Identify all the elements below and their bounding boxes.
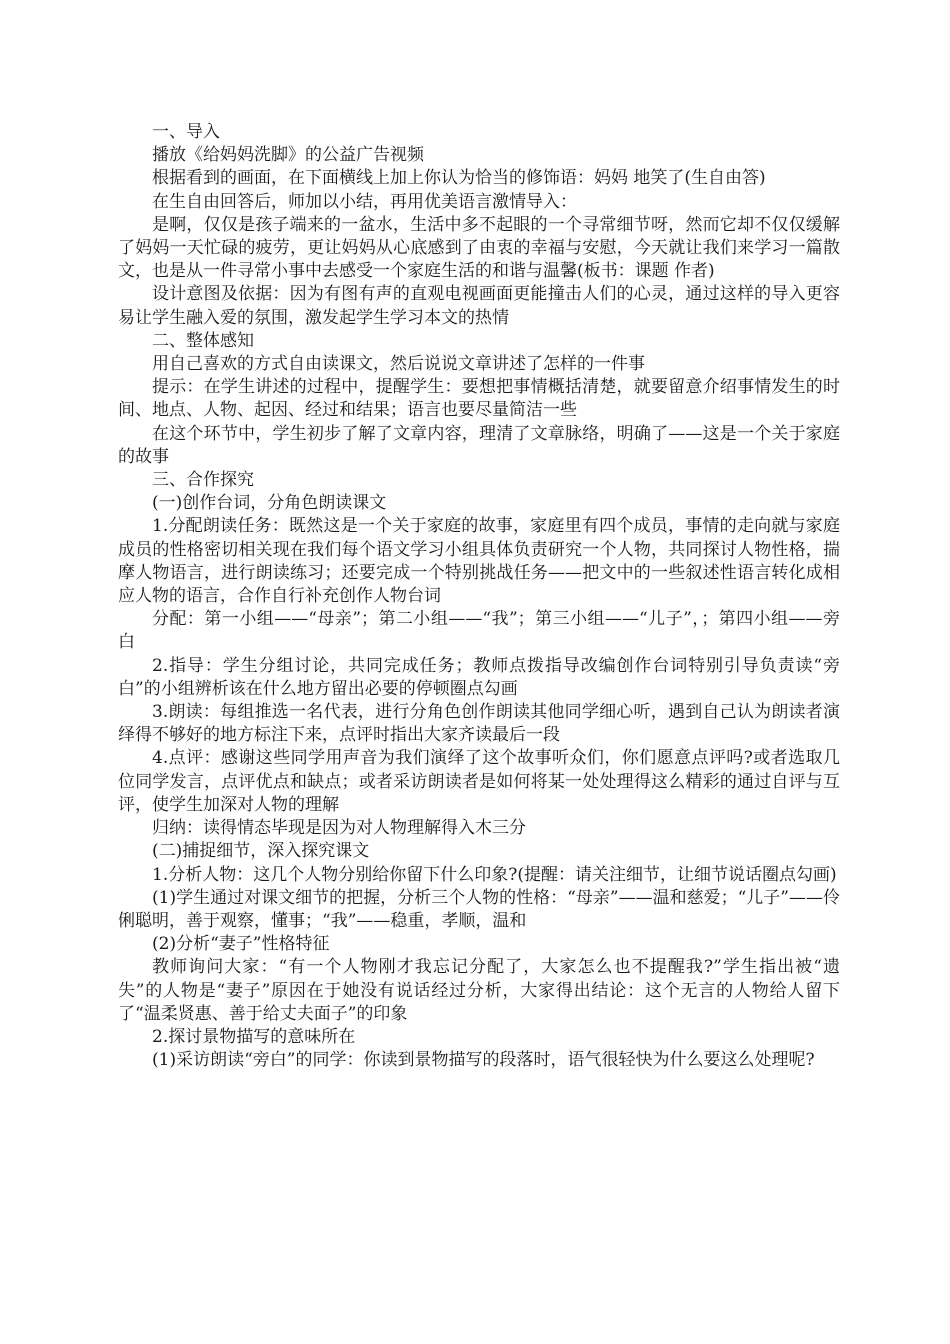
paragraph: 1.分配朗读任务：既然这是一个关于家庭的故事，家庭里有四个成员，事情的走向就与家庭成员的性格密切相关现在我们每个语文学习小组具体负责研究一个人物，共同探讨人物性格，揣摩人物语言，进行朗读练习；还要完成一个特别挑战任务——把文中的一些叙述性语言转化成相应人物的语言，合作自行补充创作人物台词 <box>118 516 840 607</box>
paragraph: 用自己喜欢的方式自由读课文，然后说说文章讲述了怎样的一件事 <box>152 354 645 375</box>
heading-overview: 二、整体感知 <box>152 330 254 351</box>
paragraph: 教师询问大家：“有一个人物刚才我忘记分配了，大家怎么也不提醒我?”学生指出被“遗失”的人物是“妻子”原因在于她没有说话经过分析，大家得出结论：这个无言的人物给人留下了“温柔贤惠、善于给丈夫面子”的印象 <box>118 957 840 1024</box>
paragraph: (2)分析“妻子”性格特征 <box>152 934 330 955</box>
paragraph: 2.探讨景物描写的意味所在 <box>152 1026 356 1047</box>
document-body <box>118 121 840 1072</box>
paragraph: 归纳：读得情态毕现是因为对人物理解得入木三分 <box>152 818 526 839</box>
paragraph: (1)学生通过对课文细节的把握，分析三个人物的性格：“母亲”——温和慈爱；“儿子”——伶俐聪明，善于观察，懂事；“我”——稳重，孝顺，温和 <box>118 887 840 931</box>
paragraph: 根据看到的画面，在下面横线上加上你认为恰当的修饰语：妈妈 地笑了(生自由答) <box>152 168 766 189</box>
paragraph: 是啊，仅仅是孩子端来的一盆水，生活中多不起眼的一个寻常细节呀，然而它却不仅仅缓解了妈妈一天忙碌的疲劳，更让妈妈从心底感到了由衷的幸福与安慰，今天就让我们来学习一篇散文，也是从一件寻常小事中去感受一个家庭生活的和谐与温馨(板书：课题 作者) <box>118 214 840 282</box>
paragraph: 提示：在学生讲述的过程中，提醒学生：要想把事情概括清楚，就要留意介绍事情发生的时间、地点、人物、起因、经过和结果；语言也要尽量简洁一些 <box>118 377 840 421</box>
paragraph: 4.点评：感谢这些同学用声音为我们演绎了这个故事听众们，你们愿意点评吗?或者选取几位同学发言，点评优点和缺点；或者采访朗读者是如何将某一处处理得这么精彩的通过自评与互评，使学生加深对人物的理解 <box>118 748 840 815</box>
paragraph: 3.朗读：每组推选一名代表，进行分角色创作朗读其他同学细心听，遇到自己认为朗读者演绎得不够好的地方标注下来，点评时指出大家齐读最后一段 <box>118 702 840 746</box>
heading-cooperation: 三、合作探究 <box>152 470 254 491</box>
paragraph: 分配：第一小组——“母亲”；第二小组——“我”；第三小组——“儿子”，；第四小组——旁白 <box>118 609 840 653</box>
paragraph: 在这个环节中，学生初步了解了文章内容，理清了文章脉络，明确了——这是一个关于家庭的故事 <box>118 423 840 467</box>
paragraph: 2.指导：学生分组讨论，共同完成任务；教师点拨指导改编创作台词特别引导负责读“旁白”的小组辨析该在什么地方留出必要的停顿圈点勾画 <box>118 655 840 699</box>
paragraph: 播放《给妈妈洗脚》的公益广告视频 <box>152 145 424 166</box>
paragraph: (1)采访朗读“旁白”的同学：你读到景物描写的段落时，语气很轻快为什么要这么处理呢? <box>152 1050 815 1071</box>
paragraph: 设计意图及依据：因为有图有声的直观电视画面更能撞击人们的心灵，通过这样的导入更容易让学生融入爱的氛围，激发起学生学习本文的热情 <box>118 284 840 328</box>
subheading: (一)创作台词，分角色朗读课文 <box>152 493 387 514</box>
heading-intro: 一、导入 <box>152 122 220 142</box>
paragraph: 1.分析人物：这几个人物分别给你留下什么印象?(提醒：请关注细节，让细节说话圈点勾画) <box>152 864 837 885</box>
paragraph: 在生自由回答后，师加以小结，再用优美语言激情导入： <box>152 191 577 212</box>
subheading: (二)捕捉细节，深入探究课文 <box>152 841 370 862</box>
